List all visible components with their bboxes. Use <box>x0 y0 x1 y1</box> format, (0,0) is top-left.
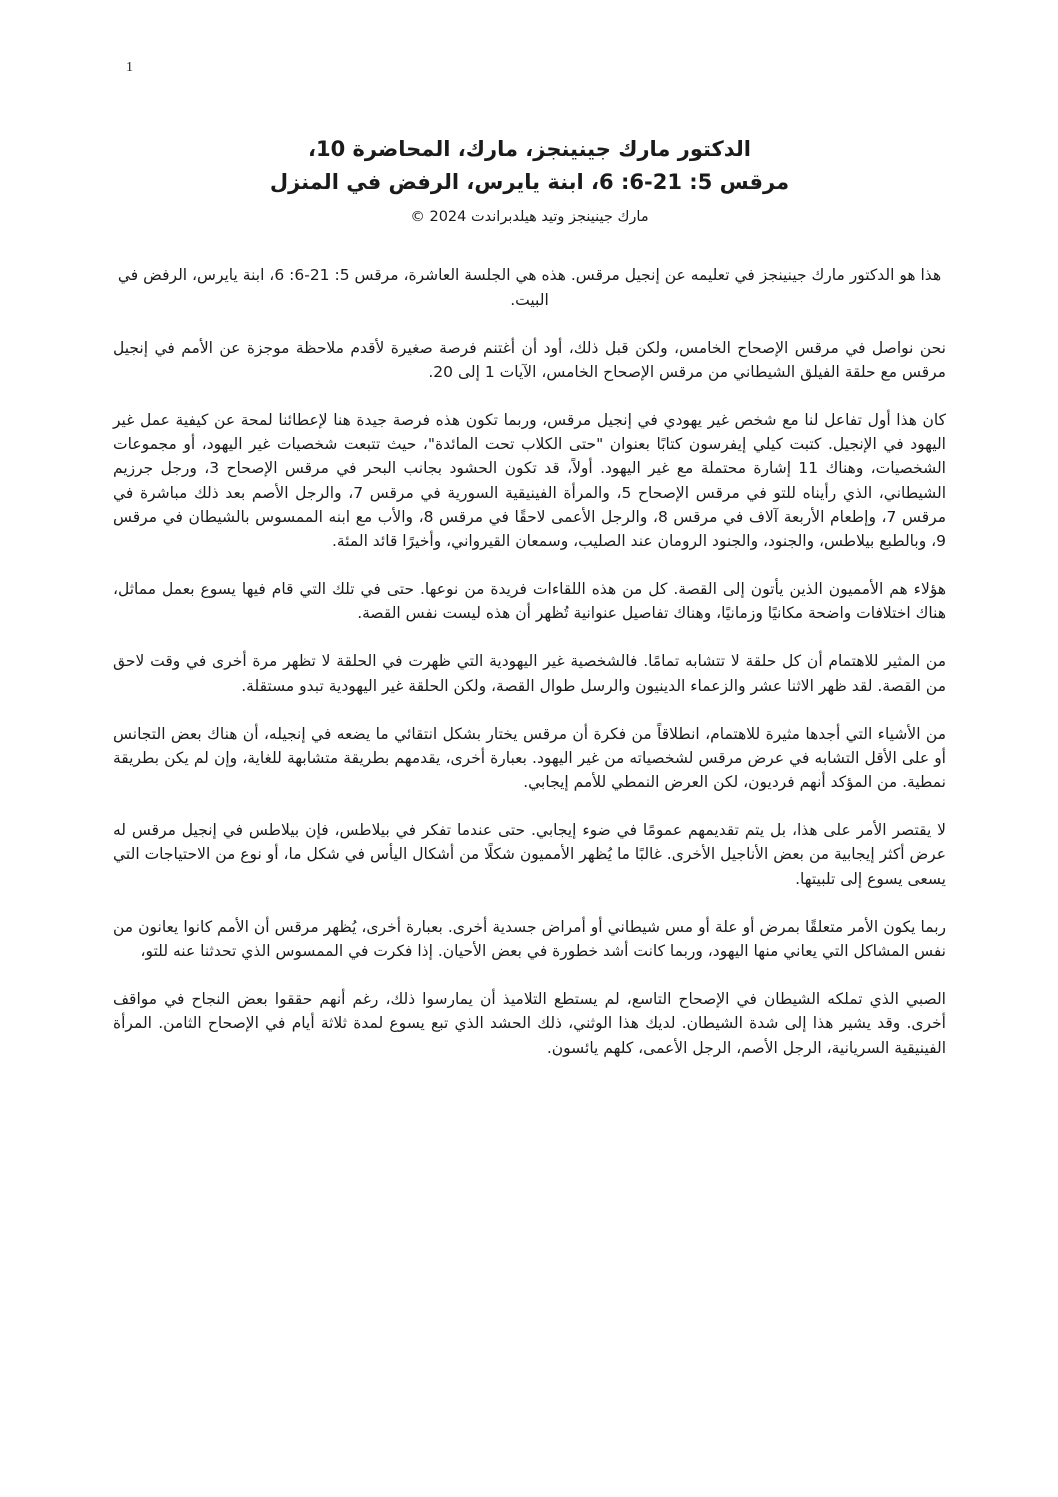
title-line-1: الدكتور مارك جينينجز، مارك، المحاضرة 10، <box>308 137 751 161</box>
document-title <box>113 133 946 198</box>
paragraph-5: من المثير للاهتمام أن كل حلقة لا تتشابه تمامًا. فالشخصية غير اليهودية التي ظهرت في الحلقة لا تظهر مرة أخرى في وقت لاحق من القصة. لقد ظهر الاثنا عشر والزعماء الدينيون والرسل طوال القصة، ولكن الحلقة غير اليهودية تبدو مستقلة. <box>113 652 946 695</box>
page-number: 1 <box>126 60 133 75</box>
paragraph-8: ربما يكون الأمر متعلقًا بمرض أو علة أو مس شيطاني أو أمراض جسدية أخرى. بعبارة أخرى، يُظهر مرقس أن الأمم كانوا يعانون من نفس المشاكل التي يعاني منها اليهود، وربما كانت أشد خطورة في بعض الأحيان. إذا فكرت في الممسوس الذي تحدثنا عنه للتو، <box>113 917 946 960</box>
paragraph-1: هذا هو الدكتور مارك جينينجز في تعليمه عن إنجيل مرقس. هذه هي الجلسة العاشرة، مرقس 5: 21-6: 6، ابنة يايرس، الرفض في البيت. <box>117 266 942 309</box>
paragraph-4: هؤلاء هم الأمميون الذين يأتون إلى القصة. كل من هذه اللقاءات فريدة من نوعها. حتى في تلك التي قام فيها يسوع بعمل مماثل، هناك اختلافات واضحة مكانيًا وزمانيًا، وهناك تفاصيل عنوانية تُظهر أن هذه ليست نفس القصة. <box>113 580 946 623</box>
title-line-2: مرقس 5: 21-6: 6، ابنة يايرس، الرفض في المنزل <box>269 169 790 194</box>
paragraph-6: من الأشياء التي أجدها مثيرة للاهتمام، انطلاقاً من فكرة أن مرقس يختار بشكل انتقائي ما يضعه في إنجيله، أن هناك بعض التجانس أو على الأقل التشابه في عرض مرقس لشخصياته من غير اليهود. بعبارة أخرى، يقدمهم بطريقة متشابهة للغاية، وإن لم يكن بطريقة نمطية. من المؤكد أنهم فرديون، لكن العرض النمطي للأمم إيجابي. <box>113 724 946 792</box>
paragraph-2: نحن نواصل في مرقس الإصحاح الخامس، ولكن قبل ذلك، أود أن أغتنم فرصة صغيرة لأقدم ملاحظة موجزة عن الأمم في إنجيل مرقس مع حلقة الفيلق الشيطاني من مرقس الإصحاح الخامس، الآيات 1 إلى 20. <box>113 338 946 381</box>
paragraph-7: لا يقتصر الأمر على هذا، بل يتم تقديمهم عمومًا في ضوء إيجابي. حتى عندما تفكر في بيلاطس، فإن بيلاطس في إنجيل مرقس له عرض أكثر إيجابية من بعض الأناجيل الأخرى. غالبًا ما يُظهر الأمميون شكلًا من أشكال اليأس في شكل ما، أو نوع من الاحتياجات التي يسعى يسوع إلى تلبيتها. <box>113 821 946 888</box>
paragraph-3: كان هذا أول تفاعل لنا مع شخص غير يهودي في إنجيل مرقس، وربما تكون هذه فرصة جيدة هنا لإعطائنا لمحة عن كيفية عمل غير اليهود في الإنجيل. كتبت كيلي إيفرسون كتابًا بعنوان "حتى الكلاب تحت المائدة"، حيث تتبعت شخصيات غير اليهود، أو مجموعات الشخصيات، وهناك 11 إشارة محتملة مع غير اليهود. أولاً، قد تكون الحشود بجانب البحر في مرقس الإصحاح 3، ورجل جرزيم الشيطاني، الذي رأيناه للتو في مرقس الإصحاح 5، والمرأة الفينيقية السورية في مرقس 7، والرجل الأصم بعد ذلك مباشرة في مرقس 7، وإطعام الأربعة آلاف في مرقس 8، والرجل الأعمى لاحقًا في مرقس 8، والأب مع ابنه الممسوس بالشيطان في مرقس 9، وبالطبع بيلاطس، والجنود، والجنود الرومان عند الصليب، وسمعان القيرواني، وأخيرًا قائد المئة. <box>113 411 946 550</box>
copyright-line: مارك جينينجز وتيد هيلدبراندت 2024 © <box>410 209 649 226</box>
paragraph-9: الصبي الذي تملكه الشيطان في الإصحاح التاسع، لم يستطع التلاميذ أن يمارسوا ذلك، رغم أنهم حققوا بعض النجاح في مواقف أخرى. وقد يشير هذا إلى شدة الشيطان. لديك هذا الوثني، ذلك الحشد الذي تبع يسوع لمدة ثلاثة أيام في الإصحاح الثامن. المرأة الفينيقية السريانية، الرجل الأصم، الرجل الأعمى، كلهم يائسون. <box>113 990 946 1057</box>
